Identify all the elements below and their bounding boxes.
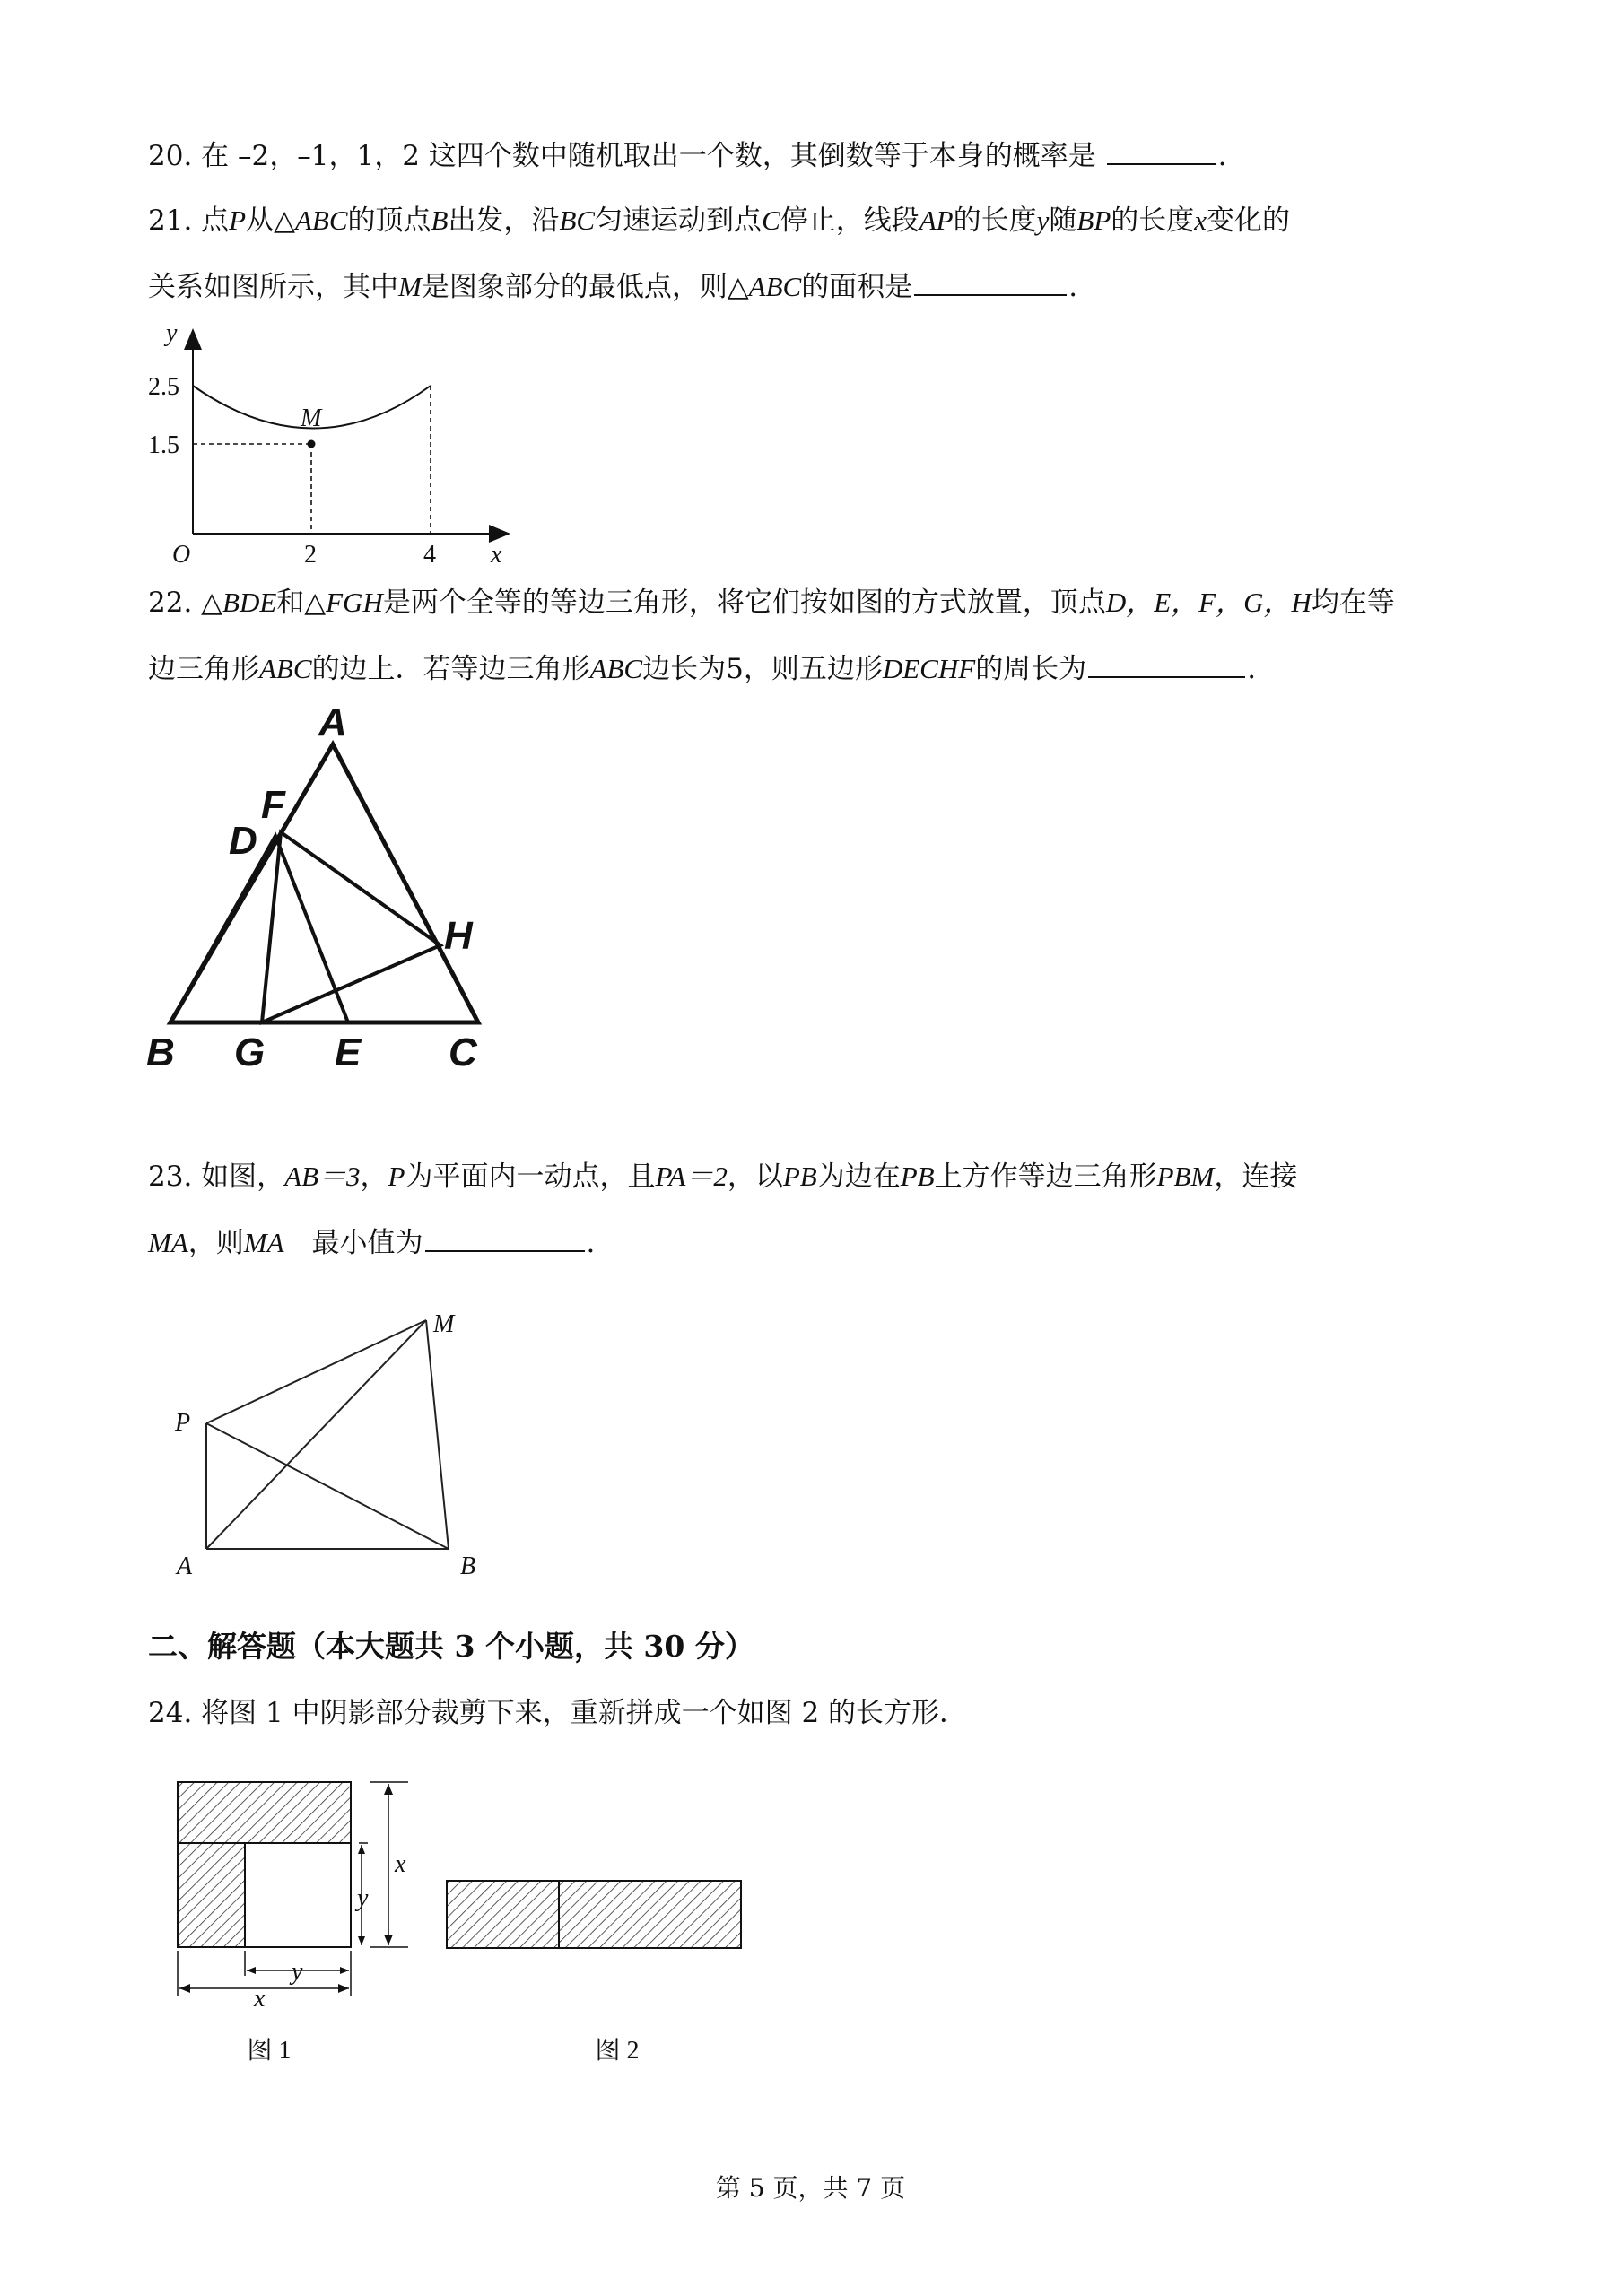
label-b: B xyxy=(460,1552,476,1580)
label-m: M xyxy=(301,404,322,432)
q21-text: 点 xyxy=(201,204,230,237)
q23-text: ， xyxy=(360,1161,388,1193)
question-22-line2 xyxy=(148,649,1256,687)
math-var: △FGH xyxy=(304,587,383,618)
label-p: P xyxy=(175,1409,191,1437)
math-var: AB＝3 xyxy=(284,1161,361,1192)
dim-x-label: x xyxy=(254,1985,266,2013)
period: . xyxy=(1068,271,1078,303)
q24-figures xyxy=(170,1771,780,2076)
label-c: C xyxy=(449,1031,477,1074)
min-point xyxy=(308,440,316,448)
segment-mb xyxy=(426,1320,449,1549)
question-20 xyxy=(148,136,1227,174)
math-var: PB xyxy=(900,1161,935,1192)
label-f: F xyxy=(261,783,285,827)
math-var: DECHF xyxy=(882,653,976,684)
figure-1-caption: 图 1 xyxy=(247,2037,292,2065)
figure-1 xyxy=(178,1782,408,2065)
q22-text: 的边上．若等边三角形 xyxy=(311,653,590,685)
math-var: AP xyxy=(919,204,954,236)
q21-function-graph xyxy=(135,318,529,578)
q23-text: 为边在 xyxy=(816,1161,901,1193)
q21-text: 是图象部分的最低点，则 xyxy=(421,271,728,303)
q22-text: 边长为5，则五边形 xyxy=(642,653,883,685)
shaded-left xyxy=(178,1843,245,1947)
q23-text: ，以 xyxy=(727,1161,783,1193)
q21-text: 的长度 xyxy=(953,204,1037,237)
q20-numbers: –2，–1，1，2 xyxy=(238,140,420,172)
triangle-bde xyxy=(170,836,348,1022)
question-number: 24. xyxy=(148,1697,193,1729)
math-var: x xyxy=(1194,204,1207,236)
math-var: △ABC xyxy=(727,271,802,302)
label-e: E xyxy=(335,1031,362,1074)
triangle-fgh xyxy=(262,832,440,1022)
dim-y-label: y xyxy=(357,1884,369,1912)
label-a: A xyxy=(318,700,347,744)
y-tick: 1.5 xyxy=(148,431,179,459)
q21-text: 匀速运动到点 xyxy=(595,204,763,237)
label-b: B xyxy=(146,1031,175,1074)
inner-square xyxy=(245,1843,351,1947)
math-var: M xyxy=(398,271,422,302)
math-var: △ABC xyxy=(274,204,348,236)
question-23-line2 xyxy=(148,1223,595,1261)
answer-blank xyxy=(914,267,1067,296)
period: . xyxy=(586,1227,596,1259)
q23-text: 为平面内一动点，且 xyxy=(405,1161,656,1193)
label-g: G xyxy=(234,1031,266,1074)
question-22-line1 xyxy=(148,585,1395,621)
q21-text: 的长度 xyxy=(1111,204,1195,237)
q23-text: 上方作等边三角形 xyxy=(934,1161,1157,1193)
q23-text: ，连接 xyxy=(1214,1161,1298,1193)
q24-text: 将图 1 中阴影部分裁剪下来，重新拼成一个如图 2 的长方形． xyxy=(201,1697,968,1729)
figure-2-caption: 图 2 xyxy=(595,2037,640,2065)
answer-blank xyxy=(1107,136,1216,165)
q20-text: 这四个数中随机取出一个数，其倒数等于本身的概率是 xyxy=(428,140,1096,172)
question-number: 20. xyxy=(148,140,193,172)
q21-text: 随 xyxy=(1049,204,1077,237)
math-var: y xyxy=(1036,204,1050,236)
dim-x-label: x xyxy=(395,1850,406,1878)
q23-text: 如图， xyxy=(201,1161,285,1193)
math-var: B xyxy=(431,204,449,236)
q21-text: 从 xyxy=(246,204,275,237)
q21-text: 的面积是 xyxy=(801,271,913,303)
q21-text: 停止，线段 xyxy=(780,204,919,237)
math-var: BP xyxy=(1076,204,1111,236)
label-d: D xyxy=(229,819,257,863)
q23-text: ，则 xyxy=(187,1227,244,1259)
math-var: ABC xyxy=(589,653,643,684)
question-number: 23. xyxy=(148,1161,193,1193)
x-axis-label: x xyxy=(491,541,502,569)
math-var: PB xyxy=(782,1161,817,1192)
q23-text: 最小值为 xyxy=(283,1227,423,1259)
x-tick: 4 xyxy=(423,541,436,569)
q22-text: 和 xyxy=(276,587,305,619)
page-footer: 第 5 页，共 7 页 xyxy=(715,2173,906,2203)
q21-text: 变化的 xyxy=(1207,204,1291,237)
period: . xyxy=(1217,140,1227,172)
segment-pm xyxy=(206,1320,426,1423)
q22-text: 的周长为 xyxy=(975,653,1087,685)
section-heading: 二、解答题（本大题共 3 个小题，共 30 分） xyxy=(148,1629,754,1664)
q22-text: 边三角形 xyxy=(148,653,259,685)
question-21-line1 xyxy=(148,203,1290,239)
question-number: 22. xyxy=(148,587,193,619)
figure-2 xyxy=(447,1881,741,2065)
label-a: A xyxy=(177,1552,193,1580)
q21-text: 出发，沿 xyxy=(448,204,560,237)
shaded-rectangle xyxy=(447,1881,741,1948)
math-var: P xyxy=(388,1161,405,1192)
math-var: P xyxy=(229,204,247,236)
q23-quadrilateral-figure xyxy=(166,1305,489,1592)
math-var: △BDE xyxy=(201,587,277,618)
q22-text: 均在等 xyxy=(1311,587,1395,619)
q22-text: 是两个全等的等边三角形，将它们按如图的方式放置，顶点 xyxy=(382,587,1106,619)
y-axis-label: y xyxy=(166,319,178,347)
math-var: C xyxy=(762,204,780,236)
question-number: 21. xyxy=(148,204,193,237)
q21-text: 的顶点 xyxy=(347,204,431,237)
math-var: PA＝2 xyxy=(655,1161,728,1192)
q20-text: 在 xyxy=(201,140,230,172)
math-var: MA xyxy=(243,1227,284,1258)
math-var: D，E，F，G，H xyxy=(1105,587,1312,618)
label-m: M xyxy=(433,1310,455,1338)
q21-text: 关系如图所示，其中 xyxy=(148,271,398,303)
shaded-top xyxy=(178,1782,351,1843)
q22-triangle-figure xyxy=(139,700,498,1085)
period: . xyxy=(1247,653,1257,685)
dim-y-label: y xyxy=(292,1958,303,1986)
math-var: ABC xyxy=(259,653,312,684)
label-h: H xyxy=(444,914,473,958)
triangle-abc xyxy=(170,744,478,1022)
y-tick: 2.5 xyxy=(148,373,179,401)
x-tick: 2 xyxy=(304,541,317,569)
question-23-line1 xyxy=(148,1159,1297,1195)
answer-blank xyxy=(1088,649,1245,678)
question-24 xyxy=(148,1695,967,1731)
question-21-line2 xyxy=(148,267,1077,305)
math-var: MA xyxy=(148,1227,188,1258)
segment-am xyxy=(206,1320,426,1549)
segment-pb xyxy=(206,1423,449,1549)
math-var: BC xyxy=(559,204,596,236)
origin-label: O xyxy=(172,541,191,569)
answer-blank xyxy=(425,1223,585,1252)
math-var: PBM xyxy=(1156,1161,1215,1192)
